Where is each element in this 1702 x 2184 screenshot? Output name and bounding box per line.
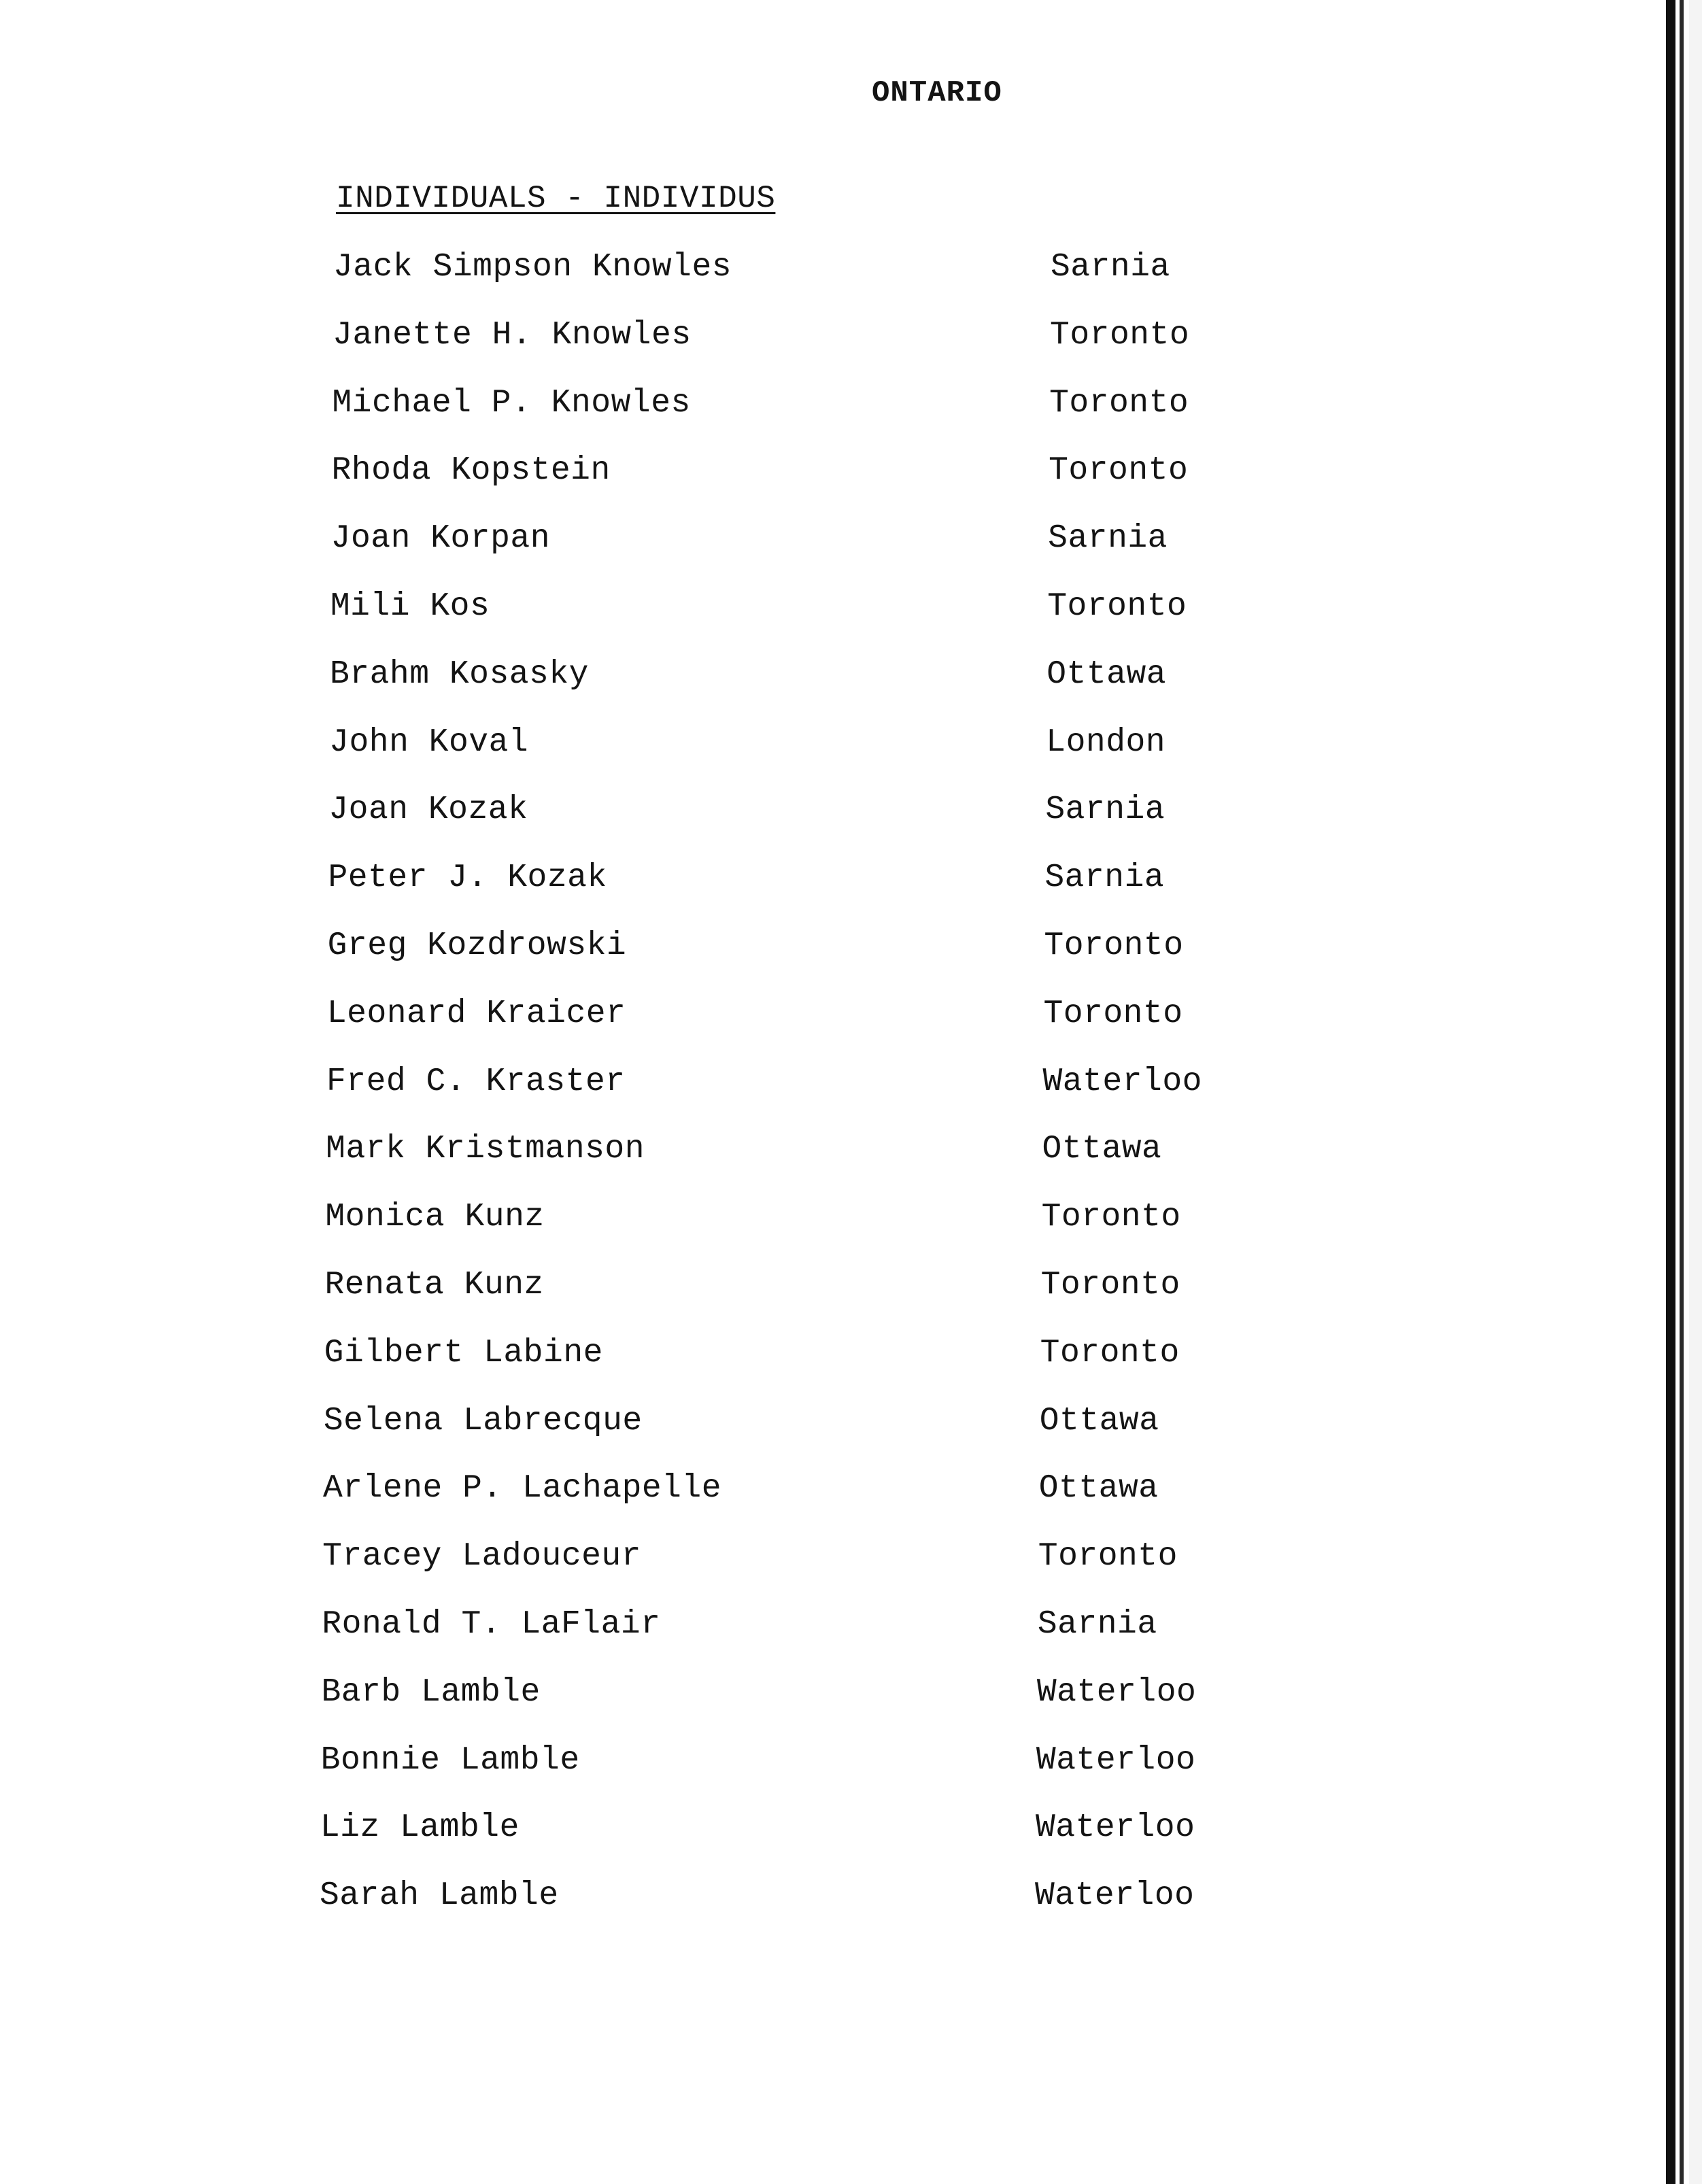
entry-name: Brahm Kosasky xyxy=(330,655,589,693)
entry-city: London xyxy=(1046,723,1166,761)
list-item xyxy=(0,1674,1632,1722)
list-item xyxy=(0,1063,1632,1111)
entry-city: Toronto xyxy=(1049,452,1189,490)
entry-city: Waterloo xyxy=(1036,1741,1196,1779)
entry-city: Ottawa xyxy=(1046,655,1167,693)
entry-name: Mili Kos xyxy=(330,588,490,625)
entry-name: Arlene P. Lachapelle xyxy=(323,1470,722,1507)
entry-name: Rhoda Kopstein xyxy=(331,452,611,490)
entry-name: Barb Lamble xyxy=(321,1673,541,1711)
page-title: ONTARIO xyxy=(872,76,1002,110)
entry-city: Sarnia xyxy=(1044,859,1165,897)
entry-name: Joan Korpan xyxy=(330,520,551,558)
entry-city: Toronto xyxy=(1044,927,1184,964)
entry-city: Ottawa xyxy=(1038,1470,1159,1507)
list-item xyxy=(0,385,1632,432)
page-edge-line xyxy=(1680,0,1684,2184)
list-item xyxy=(0,1335,1632,1382)
entry-city: Toronto xyxy=(1040,1334,1180,1371)
entry-city: Toronto xyxy=(1043,995,1183,1032)
list-item xyxy=(0,927,1632,975)
entry-city: Toronto xyxy=(1050,316,1190,354)
entry-city: Toronto xyxy=(1047,588,1187,625)
page-edge-shadow xyxy=(1666,0,1675,2184)
entry-name: Monica Kunz xyxy=(325,1199,545,1236)
entry-city: Toronto xyxy=(1041,1199,1181,1236)
list-item xyxy=(0,1538,1632,1586)
entry-name: Leonard Kraicer xyxy=(326,995,626,1032)
list-item xyxy=(0,1877,1632,1925)
entry-city: Waterloo xyxy=(1036,1673,1197,1711)
entry-city: Toronto xyxy=(1049,384,1189,422)
entry-name: Peter J. Kozak xyxy=(328,859,607,897)
entry-name: Tracey Ladouceur xyxy=(322,1538,642,1575)
list-item xyxy=(0,1403,1632,1450)
list-item xyxy=(0,724,1632,772)
entry-name: Janette H. Knowles xyxy=(333,316,692,354)
entry-name: Sarah Lamble xyxy=(320,1877,559,1915)
entry-name: John Koval xyxy=(329,723,529,761)
entry-name: Michael P. Knowles xyxy=(332,384,691,422)
list-item xyxy=(0,1131,1632,1178)
entry-name: Fred C. Kraster xyxy=(326,1063,626,1100)
list-item xyxy=(0,520,1632,568)
list-item xyxy=(0,859,1632,907)
list-item xyxy=(0,1606,1632,1654)
entry-city: Waterloo xyxy=(1035,1877,1195,1915)
entry-name: Greg Kozdrowski xyxy=(327,927,627,964)
list-item xyxy=(0,1809,1632,1857)
list-item xyxy=(0,588,1632,636)
list-item xyxy=(0,995,1632,1043)
list-item xyxy=(0,1742,1632,1790)
list-item xyxy=(0,1470,1632,1518)
section-heading: INDIVIDUALS - INDIVIDUS xyxy=(336,181,776,216)
entry-name: Renata Kunz xyxy=(324,1267,544,1303)
entry-city: Ottawa xyxy=(1042,1131,1162,1168)
list-item xyxy=(0,791,1632,839)
list-item xyxy=(0,656,1632,704)
entry-name: Joan Kozak xyxy=(328,791,528,829)
entry-city: Sarnia xyxy=(1045,791,1165,829)
entry-name: Bonnie Lamble xyxy=(320,1741,580,1779)
entry-city: Sarnia xyxy=(1051,249,1170,286)
entry-name: Mark Kristmanson xyxy=(326,1131,645,1168)
page-edge-margin xyxy=(1689,0,1702,2184)
entry-name: Ronald T. LaFlair xyxy=(322,1606,661,1643)
entry-name: Liz Lamble xyxy=(320,1809,520,1847)
entry-name: Gilbert Labine xyxy=(324,1334,603,1371)
entry-name: Jack Simpson Knowles xyxy=(333,249,732,286)
entry-city: Waterloo xyxy=(1035,1809,1195,1847)
entry-city: Sarnia xyxy=(1048,520,1168,558)
list-item xyxy=(0,249,1632,296)
list-item xyxy=(0,452,1632,500)
entry-name: Selena Labrecque xyxy=(323,1402,643,1439)
entry-city: Toronto xyxy=(1038,1538,1178,1575)
entry-city: Waterloo xyxy=(1042,1063,1202,1100)
entry-city: Toronto xyxy=(1040,1267,1180,1303)
list-item xyxy=(0,1199,1632,1246)
entry-city: Ottawa xyxy=(1039,1402,1159,1439)
entry-city: Sarnia xyxy=(1037,1606,1157,1643)
list-item xyxy=(0,317,1632,364)
list-item xyxy=(0,1267,1632,1314)
